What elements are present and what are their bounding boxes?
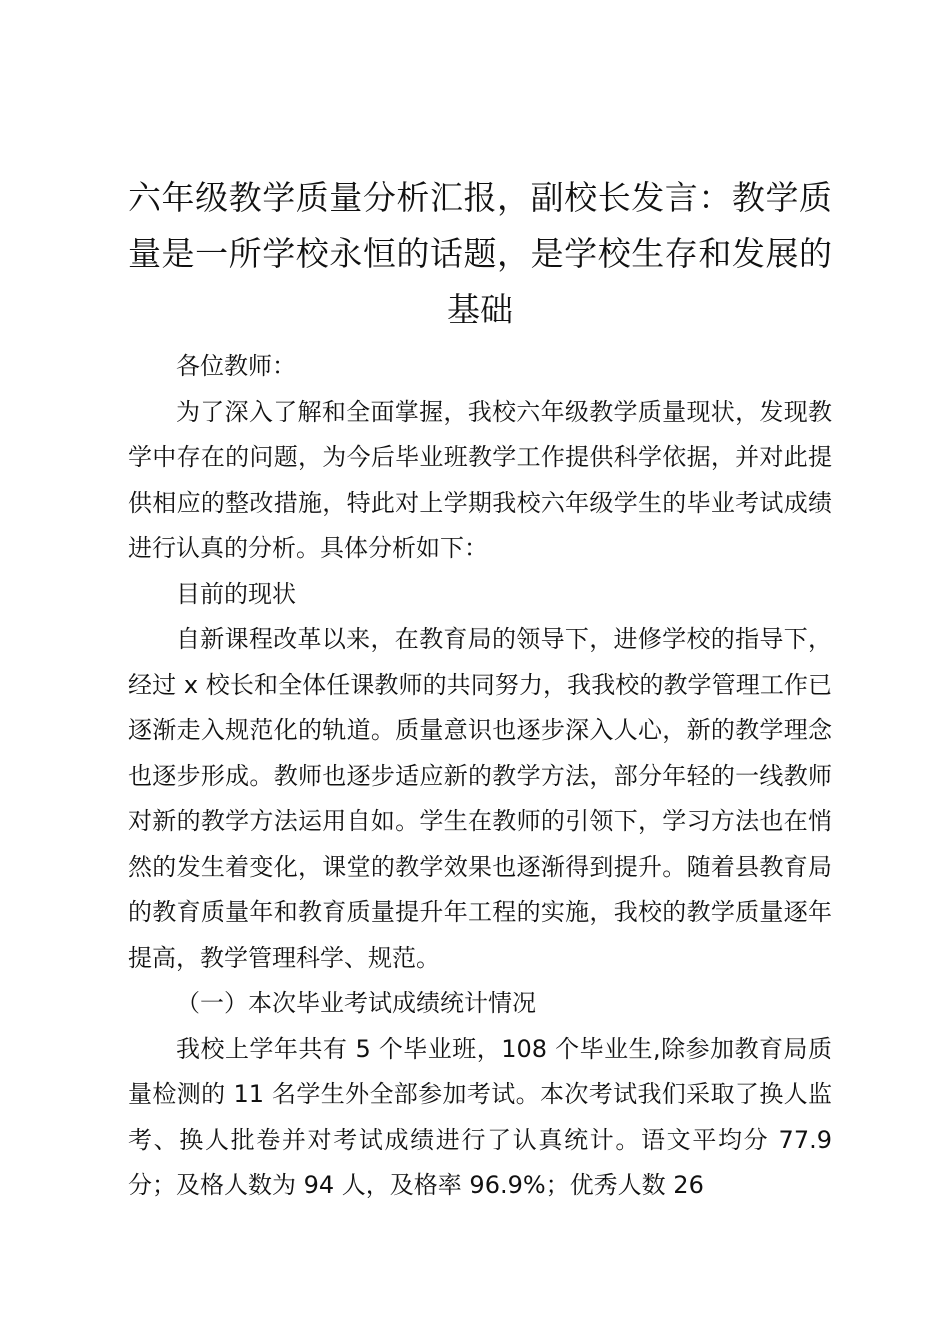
section-heading-exam-statistics: （一）本次毕业考试成绩统计情况 — [176, 989, 536, 1017]
paragraph-intro: 为了深入了解和全面掌握，我校六年级教学质量现状，发现教学中存在的问题，为今后毕业班教学工作提供科学依据，并对此提供相应的整改措施，特此对上学期我校六年级学生的毕业考试成绩进行认真的分析。具体分析如下： — [128, 397, 832, 562]
paragraph-salutation: 各位教师： — [176, 352, 296, 380]
paragraph-exam-statistics: 我校上学年共有 5 个毕业班，108 个毕业生,除参加教育局质量检测的 11 名学生外全部参加考试。本次考试我们采取了换人监考、换人批卷并对考试成绩进行了认真统计。语文平均分 77.9 分；及格人数为 94 人，及格率 96.9%；优秀人数 26 — [128, 1034, 832, 1199]
paragraph-current-status: 自新课程改革以来，在教育局的领导下，进修学校的指导下，经过 x 校长和全体任课教师的共同努力，我我校的教学管理工作已逐渐走入规范化的轨道。质量意识也逐步深入人心，新的教学理念也逐步形成。教师也逐步适应新的教学方法，部分年轻的一线教师对新的教学方法运用自如。学生在教师的引领下，学习方法也在悄然的发生着变化，课堂的教学效果也逐渐得到提升。随着县教育局的教育质量年和教育质量提升年工程的实施，我校的教学质量逐年提高，教学管理科学、规范。 — [128, 625, 832, 972]
document-title: 六年级教学质量分析汇报，副校长发言：教学质量是一所学校永恒的话题，是学校生存和发展的基础 — [128, 178, 832, 329]
document-page — [128, 170, 832, 1209]
section-heading-current-status: 目前的现状 — [176, 579, 296, 608]
